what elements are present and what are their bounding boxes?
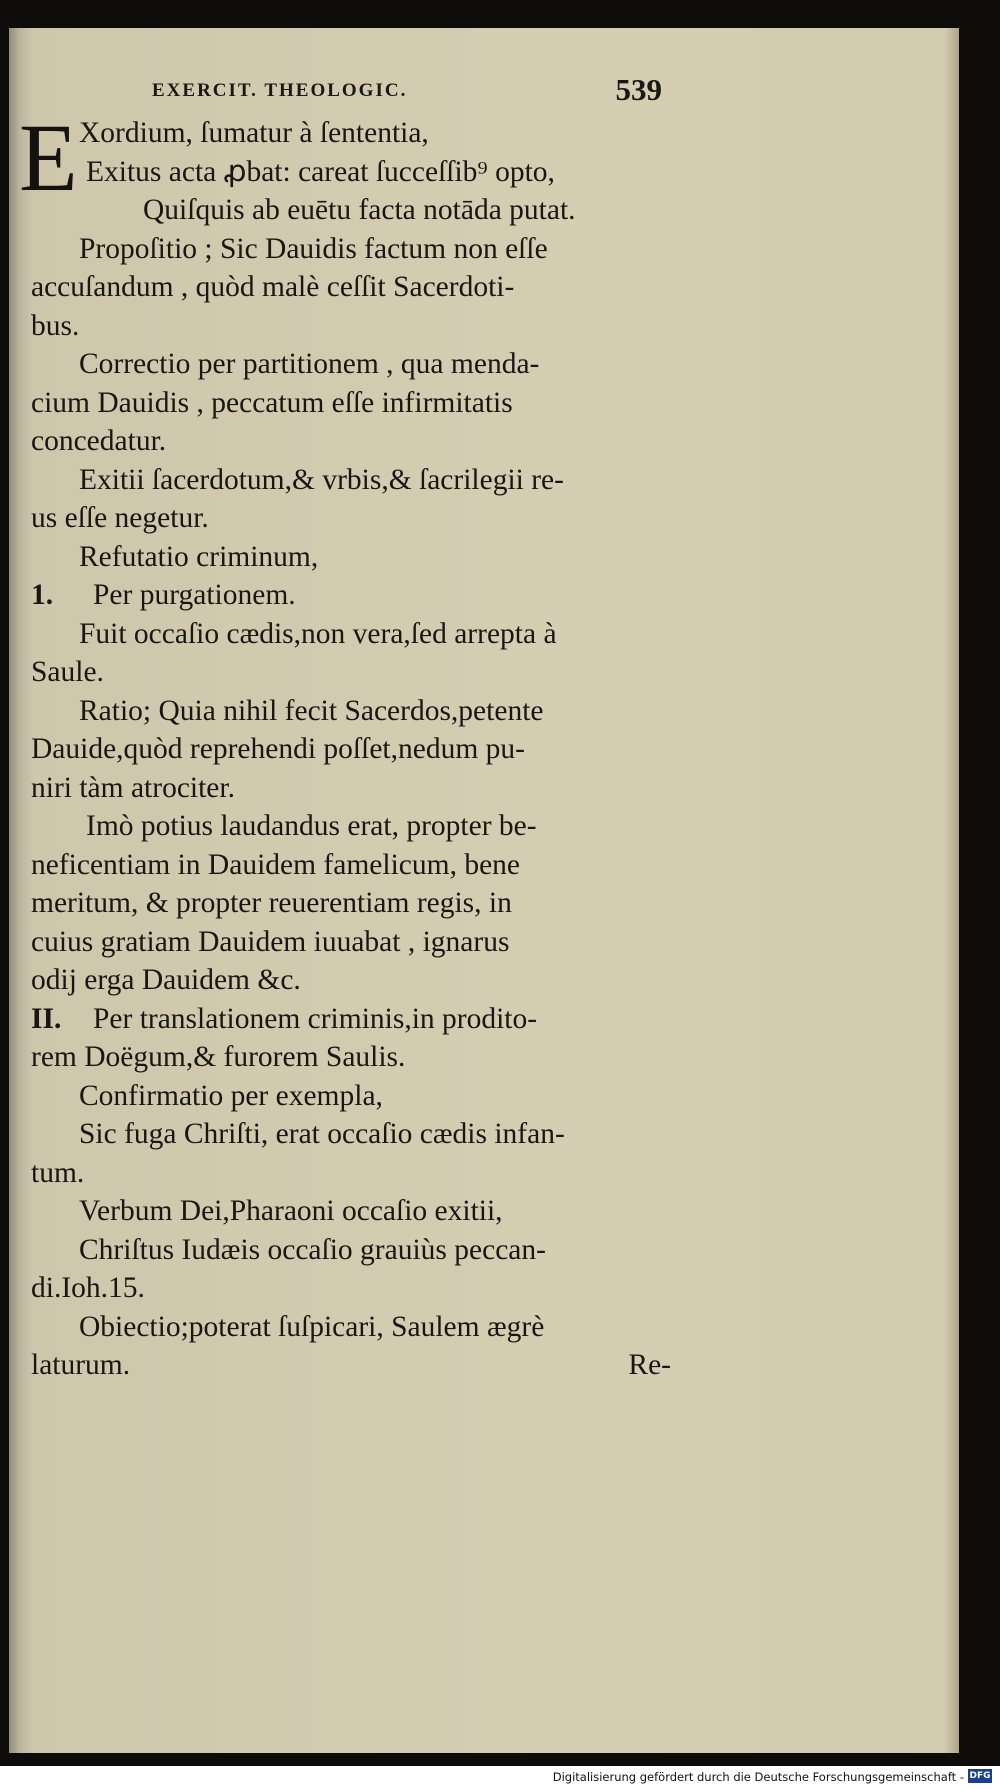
drop-cap-initial: E (19, 104, 78, 211)
text-line: concedatur. (31, 425, 167, 457)
running-head (152, 72, 662, 112)
text-line: cuius gratiam Dauidem iuuabat , ignarus (31, 925, 510, 958)
section-numeral: II. (31, 1002, 62, 1035)
body-text (31, 114, 671, 1385)
text-line: odij erga Dauidem &c. (31, 964, 301, 996)
text-line: Saule. (31, 656, 104, 688)
text-line: di.Ioh.15. (31, 1272, 145, 1304)
running-head-title: EXERCIT. THEOLOGIC. (152, 80, 408, 101)
text-line: Dauide,quòd reprehendi poſſet,nedum pu- (31, 733, 525, 765)
text-line: niri tàm atrociter. (31, 771, 235, 804)
text-line: Imò potius laudandus erat, propter be- (86, 810, 537, 842)
text-line: Confirmatio per exempla, (79, 1079, 383, 1112)
text-line: Fuit occaſio cædis,non vera,ſed arrepta à (79, 617, 557, 650)
text-line: Sic fuga Chriſti, erat occaſio cædis infan- (79, 1118, 565, 1150)
text-line: Obiectio;poterat ſuſpicari, Saulem ægrè (79, 1310, 545, 1343)
digitization-footer (0, 1766, 1000, 1788)
text-line: tum. (31, 1156, 85, 1189)
text-line: Verbum Dei,Pharaoni occaſio exitii, (79, 1195, 503, 1227)
text-line: meritum, & propter reuerentiam regis, in (31, 887, 512, 919)
text-line: us eſſe negetur. (31, 502, 209, 534)
catchword: Re- (628, 1349, 671, 1381)
last-line (31, 1346, 671, 1385)
funding-credit: Digitalisierung gefördert durch die Deutsche Forschungsgemeinschaft - (552, 1770, 964, 1784)
text-line: Refutatio criminum, (79, 540, 319, 573)
text-line: Per purgationem. (93, 579, 296, 611)
text-line: Correctio per partitionem , qua menda- (79, 348, 540, 380)
text-line: rem Doëgum,& furorem Saulis. (31, 1041, 406, 1073)
text-line: bus. (31, 309, 80, 342)
text-line: Propoſitio ; Sic Dauidis factum non eſſe (79, 232, 548, 265)
text-line: Exitii ſacerdotum,& vrbis,& ſacrilegii re- (79, 463, 564, 496)
text-line: laturum. (31, 1349, 131, 1381)
text-line: accuſandum , quòd malè ceſſit Sacerdoti- (31, 271, 515, 303)
numbered-line (31, 576, 671, 615)
dfg-logo: DFG (969, 1771, 991, 1781)
text-line: Per translationem criminis,in prodito- (93, 1002, 538, 1035)
text-line: cium Dauidis , peccatum eſſe infirmitatis (31, 386, 513, 419)
numbered-line (31, 1000, 671, 1039)
page-number: 539 (615, 72, 662, 107)
book-page (9, 28, 959, 1753)
section-numeral: 1. (31, 579, 54, 611)
text-line: Quiſquis ab euētu facta notāda putat. (143, 194, 576, 226)
text-line: Xordium, ſumatur à ſententia, (79, 117, 429, 149)
text-line: Chriſtus Iudæis occaſio grauiùs peccan- (79, 1233, 546, 1266)
text-line: neficentiam in Dauidem famelicum, bene (31, 848, 521, 881)
text-line: Exitus acta ꝓbat: careat ſucceſſib⁹ opto, (86, 155, 555, 188)
text-line: Ratio; Quia nihil fecit Sacerdos,petente (79, 694, 544, 727)
